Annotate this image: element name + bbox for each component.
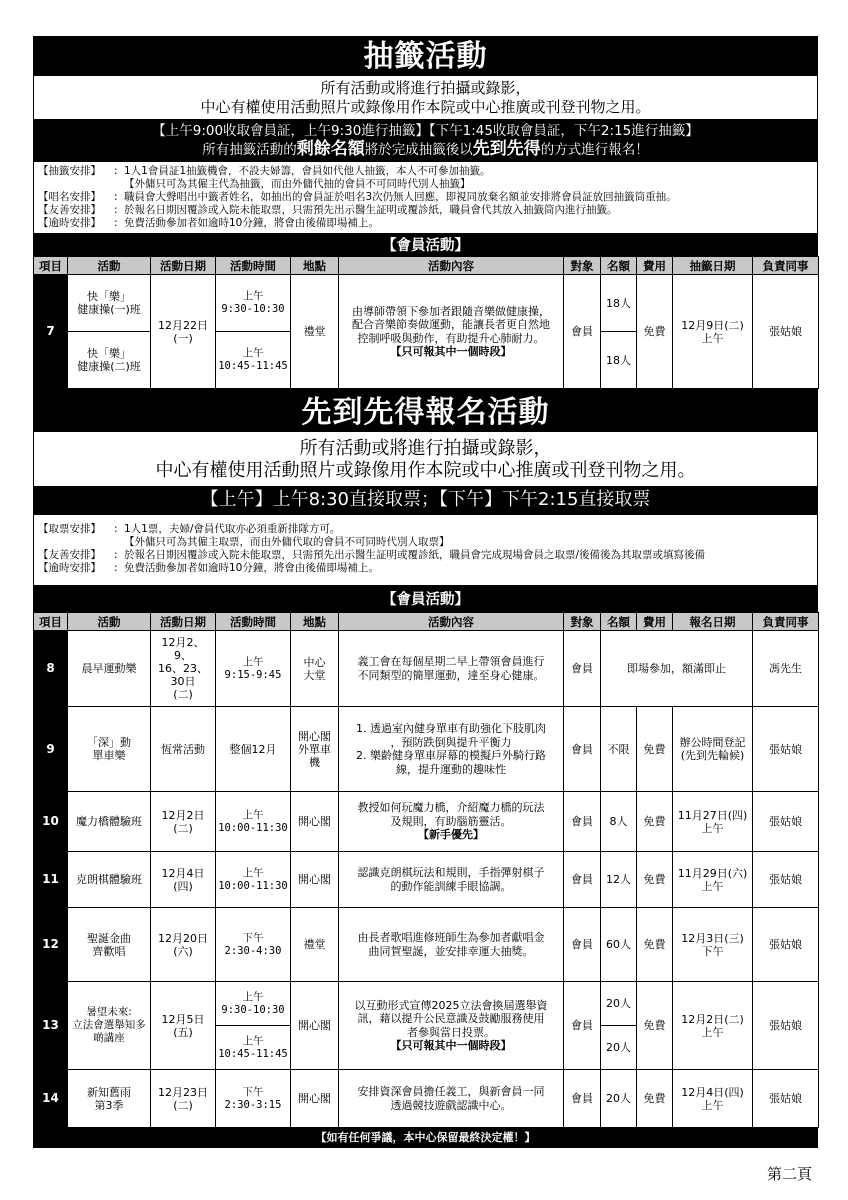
text: 11月29日(六): [677, 866, 748, 880]
activity-time: [216, 1026, 291, 1070]
activity-fee: 免費: [637, 707, 673, 792]
col-header-target: 對象: [564, 613, 601, 631]
text: 16、23、: [158, 662, 208, 675]
item-number: 7: [34, 275, 68, 389]
activity-content: [339, 275, 564, 389]
table-row: [34, 792, 819, 852]
table-row: [34, 982, 819, 1026]
activity-date: [151, 982, 216, 1070]
activity-staff: 馮先生: [753, 631, 819, 707]
activity-time: [216, 908, 291, 982]
text: 下午: [701, 944, 724, 958]
col-header-staff: 負責同事: [753, 613, 819, 631]
text: 9:15-9:45: [224, 668, 282, 681]
text: 下午: [242, 931, 264, 944]
activity-venue: 開心閣: [291, 852, 339, 908]
photo-notice-line: 所有活動或將進行拍攝或錄影，: [320, 79, 531, 97]
text: 1. 透過室內健身單車有助強化下肢肌肉: [356, 722, 546, 735]
rule-colon: :: [114, 165, 118, 177]
text: 12月4日: [161, 866, 205, 880]
activity-venue: 禮堂: [291, 908, 339, 982]
col-header-activity: 活動: [68, 257, 151, 275]
item-number: 11: [34, 852, 68, 908]
activity-date: [151, 852, 216, 908]
col-header-activity: 活動: [68, 613, 151, 631]
text: 10:45-11:45: [218, 1047, 288, 1060]
text: 暑望未來:: [86, 1006, 132, 1018]
rule-key: 【抽籤安排】: [38, 165, 101, 177]
activity-time: 整個12月: [216, 707, 291, 792]
text: 齊歡唱: [92, 944, 126, 958]
content-note: 【只可報其中一個時段】: [390, 345, 512, 358]
activity-venue: [291, 631, 339, 707]
text: 教授如何玩魔力橋，介紹魔力橋的玩法: [357, 801, 545, 815]
lottery-title: 抽籤活動: [33, 36, 818, 76]
text: 上午: [242, 990, 264, 1003]
lottery-rules: [33, 162, 818, 234]
text: 上午: [242, 347, 264, 359]
text: 中心: [303, 655, 326, 669]
rule-text: 免費活動參加者如逾時10分鐘，將會由後備即場補上。: [124, 217, 379, 229]
col-header-content: 活動內容: [339, 613, 564, 631]
activity-name: [68, 332, 151, 389]
rule-text: 職員會大聲唱出中籤者姓名，如抽出的會員証於唱名3次仍無人回應，即視同放棄名額並安排將會員証放回抽籤筒重抽。: [124, 191, 677, 203]
rule-row: [38, 217, 813, 230]
text: 健康操(二)班: [77, 360, 141, 373]
text: 快「樂」: [87, 347, 131, 360]
text: 外單車: [298, 742, 331, 756]
rule-text: 【外傭只可為其僱主取票，而由外傭代取的會員不可同時代別人取票】: [124, 536, 450, 548]
item-number: 8: [34, 631, 68, 707]
rule-colon: :: [114, 217, 118, 229]
activity-fee: 免費: [637, 908, 673, 982]
content-note: 【只可報其中一個時段】: [390, 1039, 512, 1052]
text: 11月27日(四): [677, 808, 748, 822]
reg-date: [673, 908, 753, 982]
rule-key: 【逾時安排】: [38, 217, 101, 229]
lottery-schedule-line: 【上午9:00收取會員証，上午9:30進行抽籤】【下午1:45收取會員証，下午2:15進行抽籤】: [152, 123, 699, 139]
disclaimer-footer: 【如有任何爭議，本中心保留最終決定權！】: [33, 1128, 818, 1148]
activity-staff: 張姑娘: [753, 275, 819, 389]
col-header-item: 項目: [34, 613, 68, 631]
emphasis-text: 先到先得: [472, 139, 541, 159]
lottery-remaining-line: [34, 140, 817, 159]
activity-quota: 12人: [601, 852, 637, 908]
activity-date: [151, 1070, 216, 1128]
text: 大堂: [303, 668, 326, 682]
fcfs-rules: [33, 515, 818, 586]
text: 10:00-11:30: [218, 821, 288, 834]
text: 12月3日(三): [681, 931, 744, 945]
table-row: [34, 1070, 819, 1128]
activity-staff: 張姑娘: [753, 792, 819, 852]
fcfs-title: 先到先得報名活動: [33, 392, 818, 432]
text: 上午: [701, 331, 724, 345]
activity-staff: 張姑娘: [753, 908, 819, 982]
text: 12月2日(二): [681, 1012, 744, 1026]
col-header-lottery-date: 抽籤日期: [673, 257, 753, 275]
text: 曲同賀聖誕，並安排幸運大抽獎。: [368, 944, 534, 958]
col-header-target: 對象: [564, 257, 601, 275]
activity-flyer-page: [33, 36, 818, 1148]
text: 的方式進行報名！: [540, 142, 649, 158]
text: 機: [309, 755, 320, 769]
text: 上午: [701, 1025, 724, 1039]
text: 及規則，有助腦筋靈活。: [390, 814, 512, 828]
activity-target: 會員: [564, 908, 601, 982]
text: 義工會在每個星期二早上帶領會員進行: [357, 655, 545, 668]
activity-time: [216, 332, 291, 389]
rule-row: [38, 191, 813, 204]
activity-quota: 20人: [601, 1070, 637, 1128]
text: 「深」動: [87, 736, 131, 749]
text: 啲講座: [93, 1032, 125, 1044]
photo-notice-line: 所有活動或將進行拍攝或錄影，: [299, 438, 552, 459]
text: 新知舊雨: [87, 1085, 131, 1099]
text: 上午: [701, 1098, 724, 1112]
col-header-fee: 費用: [637, 613, 673, 631]
rule-colon: :: [114, 523, 118, 535]
reg-date: [673, 852, 753, 908]
text: 12月4日(四): [681, 1085, 744, 1099]
lottery-section-label: 【會員活動】: [33, 234, 818, 256]
activity-target: 會員: [564, 707, 601, 792]
activity-quota: 60人: [601, 908, 637, 982]
text: 上午: [701, 821, 724, 835]
text: 上午: [242, 655, 264, 668]
text: 開心閣: [298, 729, 331, 743]
activity-fee: 免費: [637, 982, 673, 1070]
photo-notice-line: 中心有權使用活動照片或錄像用作本院或中心推廣或刊登刊物之用。: [155, 460, 696, 481]
activity-name: 魔力橋體驗班: [68, 792, 151, 852]
rule-colon: :: [114, 549, 118, 561]
item-number: 13: [34, 982, 68, 1070]
rule-text: 免費活動參加者如逾時10分鐘，將會由後備即場補上。: [124, 562, 379, 574]
activity-quota: 不限: [601, 707, 637, 792]
col-header-quota: 名額: [601, 257, 637, 275]
lottery-photo-notice: [33, 76, 818, 120]
col-header-date: 活動日期: [151, 613, 216, 631]
rule-colon: :: [114, 191, 118, 203]
text: (一): [173, 331, 193, 345]
text: ，預防跌倒與提升平衡力: [390, 735, 512, 749]
item-number: 14: [34, 1070, 68, 1128]
text: 9:30-10:30: [221, 1003, 285, 1016]
col-header-reg-date: 報名日期: [673, 613, 753, 631]
reg-date: [673, 982, 753, 1070]
text: (二): [173, 688, 193, 701]
table-row: [34, 852, 819, 908]
text: 上午: [242, 1034, 264, 1047]
activity-fee: 免費: [637, 1070, 673, 1128]
text: 30日: [170, 675, 196, 688]
table-row: [34, 275, 819, 332]
activity-venue: [291, 707, 339, 792]
activity-name: [68, 908, 151, 982]
text: 者參與當日投票。: [407, 1025, 495, 1039]
activity-venue: 開心閣: [291, 792, 339, 852]
activity-name: [68, 1070, 151, 1128]
text: 透過競技遊戲認識中心。: [390, 1098, 512, 1112]
activity-date: [151, 908, 216, 982]
activity-date: [151, 792, 216, 852]
col-header-time: 活動時間: [216, 257, 291, 275]
activity-venue: 開心閣: [291, 1070, 339, 1128]
col-header-content: 活動內容: [339, 257, 564, 275]
text: 以互動形式宣傳2025立法會換屆選舉資: [354, 998, 548, 1012]
text: 10:00-11:30: [218, 879, 288, 892]
activity-fee: 免費: [637, 852, 673, 908]
photo-notice-line: 中心有權使用活動照片或錄像用作本院或中心推廣或刊登刊物之用。: [200, 98, 651, 116]
activity-time: [216, 275, 291, 332]
text: 立法會選舉知多: [72, 1019, 146, 1031]
text: (六): [173, 944, 193, 958]
fcfs-activity-table: [33, 612, 819, 1128]
text: 上午: [242, 866, 264, 879]
activity-staff: 張姑娘: [753, 982, 819, 1070]
activity-staff: 張姑娘: [753, 707, 819, 792]
text: 12月5日: [161, 1012, 205, 1026]
fcfs-schedule-band: 【上午】上午8:30直接取票；【下午】下午2:15直接取票: [33, 487, 818, 515]
lottery-schedule-band: [33, 120, 818, 162]
text: 2:30-4:30: [224, 944, 282, 957]
reg-date: [673, 707, 753, 792]
rule-row: [38, 536, 813, 549]
text: 由長者歌唱進修班師生為參加者獻唱金: [357, 931, 545, 944]
activity-name: [68, 982, 151, 1070]
activity-fee: 免費: [637, 792, 673, 852]
rule-text: 於報名日期因覆診或入院未能取票，只需預先出示醫生証明或覆診紙，職員會代其放入抽籤筒內進行抽籤。: [124, 204, 618, 216]
activity-content: [339, 852, 564, 908]
text: 上午: [701, 879, 724, 893]
table-header-row: [34, 257, 819, 275]
text: (五): [173, 1025, 193, 1039]
item-number: 12: [34, 908, 68, 982]
activity-content: [339, 631, 564, 707]
text: 9:30-10:30: [221, 303, 285, 315]
activity-quota: 18人: [601, 332, 637, 389]
text: 12月20日: [158, 931, 208, 945]
activity-fee: 免費: [637, 275, 673, 389]
text: 2. 樂齡健身單車屏幕的模擬戶外騎行路: [356, 749, 546, 762]
activity-content: [339, 1070, 564, 1128]
text: 上午: [242, 808, 264, 821]
reg-date: [673, 792, 753, 852]
text: 2:30-3:15: [224, 1098, 282, 1111]
rule-text: 【外傭只可為其僱主代為抽籤，而由外傭代抽的會員不可同時代別人抽籤】: [124, 178, 471, 190]
activity-time: [216, 1070, 291, 1128]
table-row: [34, 908, 819, 982]
activity-date: [151, 275, 216, 389]
text: 辦公時間登記: [679, 736, 746, 749]
rule-row: [38, 204, 813, 217]
activity-quota: 8人: [601, 792, 637, 852]
walk-in-note: 即場參加，額滿即止: [601, 631, 753, 707]
text: 認識克朗棋玩法和規則，手指彈射棋子: [357, 866, 545, 879]
text: 12月22日: [158, 318, 208, 332]
col-header-item: 項目: [34, 257, 68, 275]
activity-target: 會員: [564, 792, 601, 852]
lottery-date: [673, 275, 753, 389]
rule-row: [38, 562, 813, 575]
content-note: 【新手優先】: [418, 828, 484, 842]
text: 所有抽籤活動的: [202, 142, 297, 158]
rule-row: [38, 523, 813, 536]
text: 快「樂」: [87, 290, 131, 303]
text: 單車樂: [92, 749, 126, 762]
text: (二): [173, 821, 193, 835]
text: (四): [173, 879, 193, 893]
col-header-time: 活動時間: [216, 613, 291, 631]
text: 10:45-11:45: [218, 360, 288, 372]
activity-target: 會員: [564, 631, 601, 707]
activity-content: [339, 792, 564, 852]
rule-key: 【逾時安排】: [38, 562, 101, 574]
item-number: 10: [34, 792, 68, 852]
text: 12月9日(二): [681, 318, 744, 332]
activity-staff: 張姑娘: [753, 852, 819, 908]
text: (先到先輪候): [680, 749, 745, 762]
rule-colon: :: [114, 204, 118, 216]
col-header-venue: 地點: [291, 257, 339, 275]
text: 的動作能訓練手眼協調。: [390, 879, 512, 893]
activity-name: [68, 707, 151, 792]
activity-time: [216, 982, 291, 1026]
activity-time: [216, 792, 291, 852]
col-header-quota: 名額: [601, 613, 637, 631]
text: 由導師帶領下參加者跟隨音樂做健康操，配合音樂節奏做運動，能讓長者更自然地控制呼吸與動作，有助提升心肺耐力。: [352, 304, 550, 345]
text: 上午: [242, 290, 264, 302]
table-header-row: [34, 613, 819, 631]
rule-row: [38, 165, 813, 178]
activity-name: 克朗棋體驗班: [68, 852, 151, 908]
activity-venue: 禮堂: [291, 275, 339, 389]
activity-name: [68, 275, 151, 332]
text: 12月2、9、: [161, 636, 205, 662]
activity-target: 會員: [564, 275, 601, 389]
text: 將於完成抽籤後以: [364, 142, 473, 158]
activity-content: [339, 908, 564, 982]
text: 第3季: [94, 1098, 124, 1112]
activity-date: [151, 631, 216, 707]
text: 聖誕金曲: [87, 931, 131, 945]
text: 12月2日: [161, 808, 205, 822]
page-number: 第二頁: [766, 1165, 812, 1183]
text: 線，提升運動的趣味性: [396, 762, 506, 776]
rule-key: 【友善安排】: [38, 549, 101, 561]
activity-target: 會員: [564, 852, 601, 908]
activity-time: [216, 852, 291, 908]
activity-target: 會員: [564, 1070, 601, 1128]
item-number: 9: [34, 707, 68, 792]
rule-text: 於報名日期因覆診或入院未能取票，只需預先出示醫生証明或覆診紙，職員會完成現場會員之取票/後備後為其取票或填寫後備: [124, 549, 706, 561]
rule-key: 【取票安排】: [38, 523, 101, 535]
rule-text: 1人1票，夫婦/會員代取亦必須重新排隊方可。: [124, 523, 341, 535]
emphasis-text: 剩餘名額: [296, 139, 365, 159]
activity-venue: 開心閣: [291, 982, 339, 1070]
table-row: [34, 631, 819, 707]
activity-quota: 18人: [601, 275, 637, 332]
col-header-venue: 地點: [291, 613, 339, 631]
activity-content: [339, 707, 564, 792]
activity-content: [339, 982, 564, 1070]
activity-staff: 張姑娘: [753, 1070, 819, 1128]
rule-row: [38, 178, 813, 191]
rule-key: 【友善安排】: [38, 204, 101, 216]
text: 不同類型的簡單運動，達至身心健康。: [357, 668, 545, 682]
activity-date: 恆常活動: [151, 707, 216, 792]
text: 12月23日: [158, 1085, 208, 1099]
text: 健康操(一)班: [77, 303, 141, 316]
activity-target: 會員: [564, 982, 601, 1070]
reg-date: [673, 1070, 753, 1128]
rule-text: 1人1會員証1抽籤機會，不設夫婦籌，會員如代他人抽籤，本人不可參加抽籤。: [124, 165, 491, 177]
fcfs-photo-notice: [33, 432, 818, 487]
rule-row: [38, 549, 813, 562]
activity-quota: 20人: [601, 982, 637, 1026]
text: (二): [173, 1098, 193, 1112]
col-header-fee: 費用: [637, 257, 673, 275]
col-header-date: 活動日期: [151, 257, 216, 275]
fcfs-section-label: 【會員活動】: [33, 586, 818, 612]
text: 訊，藉以提升公民意識及鼓勵服務使用: [357, 1012, 545, 1025]
text: 安排資深會員擔任義工，與新會員一同: [357, 1085, 545, 1098]
activity-name: 晨早運動樂: [68, 631, 151, 707]
text: 下午: [242, 1085, 264, 1098]
table-row: [34, 707, 819, 792]
rule-key: 【唱名安排】: [38, 191, 101, 203]
col-header-staff: 負責同事: [753, 257, 819, 275]
lottery-activity-table: [33, 256, 819, 389]
activity-time: [216, 631, 291, 707]
rule-colon: :: [114, 562, 118, 574]
activity-quota: 20人: [601, 1026, 637, 1070]
